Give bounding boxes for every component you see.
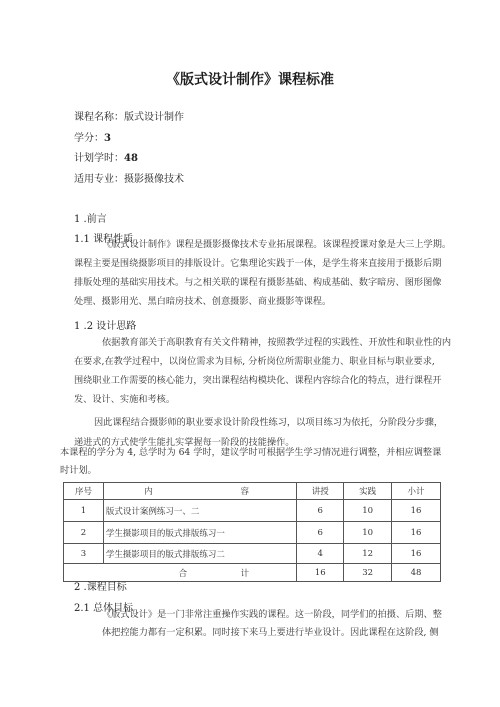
paragraph-line: 排版处理的基础实用技术。与之相关联的课程有摄影基础、构成基础、数字暗房、图形图像 xyxy=(74,277,442,288)
cell-content: 学生摄影项目的版式排版练习一 xyxy=(103,522,296,544)
cell-lecture: 4 xyxy=(297,544,344,564)
total-label-b: 计 xyxy=(193,564,297,582)
cell-practice: 12 xyxy=(344,544,392,564)
total-subtotal: 48 xyxy=(392,564,441,582)
course-name: 课程名称：版式设计制作 xyxy=(74,112,184,123)
cell-practice: 10 xyxy=(344,500,392,522)
cell-content: 学生摄影项目的版式排版练习二 xyxy=(103,544,296,564)
planned-hours xyxy=(74,149,138,164)
header-content-a: 内 xyxy=(103,483,193,500)
total-practice: 32 xyxy=(344,564,392,582)
section-heading-goals: 2 .课程目标 xyxy=(74,582,127,593)
cell-subtotal: 16 xyxy=(392,522,441,544)
subsection-heading-design-idea: 1 .2 设计思路 xyxy=(74,321,137,332)
paragraph-line: 因此课程结合摄影师的职业要求设计阶段性练习，以项目练习为依托，分阶段分步骤， xyxy=(94,417,444,428)
cell-lecture: 6 xyxy=(297,500,344,522)
header-content-b: 容 xyxy=(193,483,297,500)
cell-subtotal: 16 xyxy=(392,500,441,522)
header-no: 序号 xyxy=(64,483,104,500)
paragraph-line: 体把控能力都有一定积累。同时接下来马上要进行毕业设计。因此课程在这阶段, 侧 xyxy=(102,627,439,638)
credits-note-line: 本课程的学分为 4, 总学时为 64 学时，建议学时可根据学生学习情况进行调整，并相应调整课 xyxy=(60,447,442,458)
cell-subtotal: 16 xyxy=(392,544,441,564)
cell-no: 2 xyxy=(64,522,104,544)
paragraph-line: 课程主要是围绕摄影项目的排版设计。它集理论实践于一体，是学生将来直接用于摄影后期 xyxy=(74,258,442,269)
subsection-heading-overall-goal: 2.1 总体目标 xyxy=(74,603,134,614)
cell-practice: 10 xyxy=(344,522,392,544)
cell-lecture: 6 xyxy=(297,522,344,544)
hours-allocation-table xyxy=(63,482,441,582)
table-row xyxy=(64,500,441,522)
credits-note-line: 时计划。 xyxy=(60,465,97,476)
header-subtotal: 小计 xyxy=(392,483,441,500)
paragraph-line: 在要求,在教学过程中，以岗位需求为目标, 分析岗位所需职业能力、职业目标与职业要求, xyxy=(74,356,435,367)
paragraph-line: 《版式设计制作》课程是摄影摄像技术专业拓展课程。该课程授课对象是大三上学期。 xyxy=(102,239,452,250)
section-heading-preface: 1 .前言 xyxy=(74,214,107,225)
page-title: 《版式设计制作》课程标准 xyxy=(166,72,334,88)
paragraph-line: 递进式的方式使学生能扎实掌握每一阶段的技能操作。 xyxy=(74,437,295,448)
paragraph-line: 依据教育部关于高职教育有关文件精神，按照教学过程的实践性、开放性和职业性的内 xyxy=(102,337,452,348)
table-row xyxy=(64,544,441,564)
total-lecture: 16 xyxy=(297,564,344,582)
cell-no: 1 xyxy=(64,500,104,522)
hours-label: 计划学时： xyxy=(74,153,124,164)
paragraph-line: 处理、摄影用光、黑白暗房技术、创意摄影、商业摄影等课程。 xyxy=(74,296,332,307)
paragraph-line: 《版式设计》是一门非常注重操作实践的课程。这一阶段，同学们的拍摄、后期、整 xyxy=(102,609,442,620)
header-practice: 实践 xyxy=(344,483,392,500)
applicable-major: 适用专业：摄影摄像技术 xyxy=(74,174,184,185)
table-row xyxy=(64,522,441,544)
cell-content: 版式设计案例练习一、二 xyxy=(103,500,296,522)
paragraph-line: 发、设计、实施和考核。 xyxy=(74,394,176,405)
credits-label: 学分： xyxy=(74,133,104,144)
credits-value: 3 xyxy=(104,133,111,144)
total-label-a: 合 xyxy=(64,564,194,582)
subsection-heading-nature: 1.1 课程性质 xyxy=(74,234,134,245)
table-header-row xyxy=(64,483,441,500)
credits xyxy=(74,129,111,144)
paragraph-line: 围绕职业工作需要的核心能力，突出课程结构模块化、课程内容综合化的特点，进行课程开 xyxy=(74,375,442,386)
header-lecture: 讲授 xyxy=(297,483,344,500)
hours-value: 48 xyxy=(124,153,138,164)
cell-no: 3 xyxy=(64,544,104,564)
